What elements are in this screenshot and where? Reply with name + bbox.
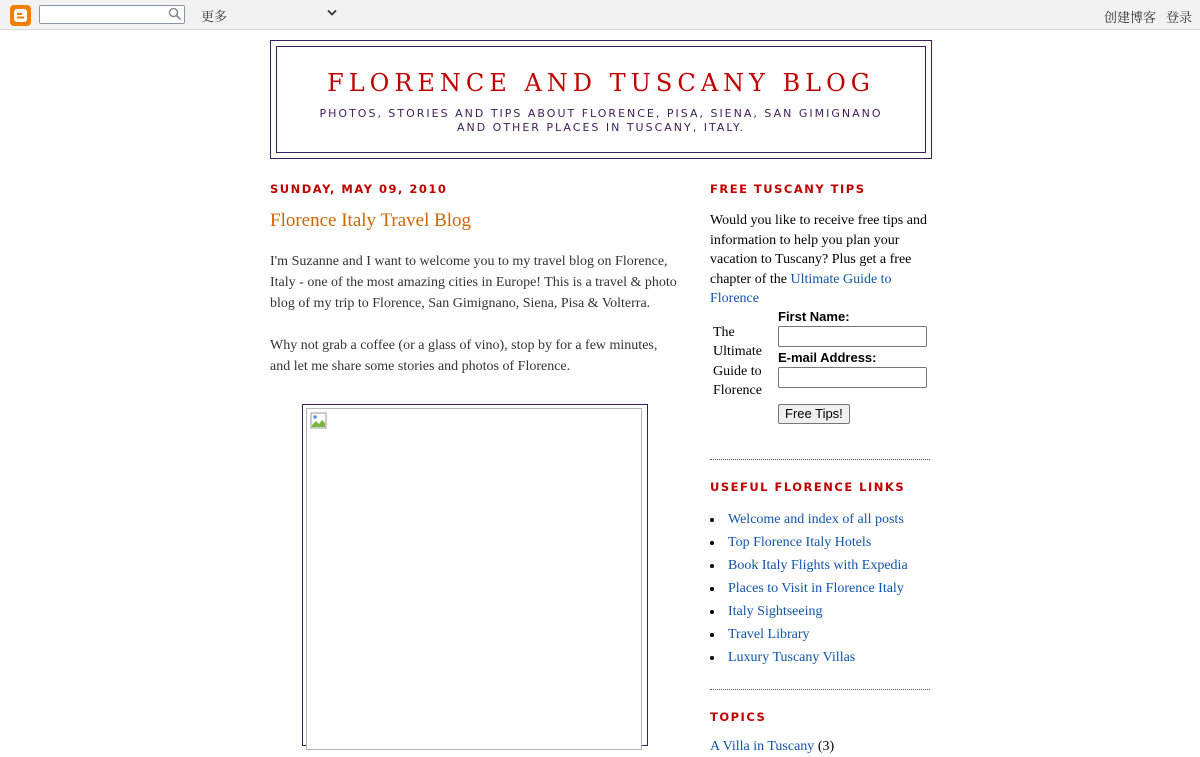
bullet-icon [710,564,714,568]
bullet-icon [710,518,714,522]
login-link[interactable]: 登录 [1166,10,1193,25]
first-name-label: First Name: [778,308,850,324]
tips-body: Would you like to receive free tips and information to help you plan your vacation to Tuscany? Plus get a free chapter of the [710,213,927,287]
create-blog-link[interactable]: 创建博客 [1104,10,1157,25]
bullet-icon [710,541,714,545]
list-item [710,646,932,669]
bullet-icon [710,587,714,591]
blogger-logo-icon[interactable] [10,5,31,26]
first-name-field[interactable] [778,326,927,347]
search-icon[interactable] [168,7,182,21]
blogger-navbar [0,0,1200,30]
email-label: E-mail Address: [778,349,877,365]
signup-form [710,309,932,437]
post-title[interactable]: Florence Italy Travel Blog [270,210,472,231]
blog-header [270,40,932,159]
main-column [270,180,680,377]
link-sightseeing[interactable]: Italy Sightseeing [728,603,823,619]
list-item [710,531,932,554]
post-image-frame [302,404,648,746]
list-item [710,577,932,600]
ultimate-guide-link[interactable]: Ultimate Guide to Florence [710,271,892,306]
more-menu-link[interactable]: 更多 [201,9,228,24]
topics-heading: TOPICS [710,709,767,724]
search-input[interactable] [42,7,162,21]
blog-title[interactable]: FLORENCE AND TUSCANY BLOG [327,69,875,97]
list-item [710,554,932,577]
list-item [710,600,932,623]
link-places-to-visit[interactable]: Places to Visit in Florence Italy [728,580,904,596]
topic-count: (3) [817,738,835,754]
tips-heading: FREE TUSCANY TIPS [710,182,866,196]
useful-links-list [710,508,932,669]
link-welcome-index[interactable]: Welcome and index of all posts [728,511,904,527]
list-item [710,508,932,531]
post-paragraph: Why not grab a coffee (or a glass of vino), stop by for a few minutes, and let me share some stories and photos of Florence. [270,338,658,374]
blog-search-box[interactable] [39,5,185,24]
bullet-icon [710,656,714,660]
blog-description: PHOTOS, STORIES AND TIPS ABOUT FLORENCE, PISA, SIENA, SAN GIMIGNANO AND OTHER PLACES IN TUSCANY, ITALY. [319,107,883,134]
links-heading: USEFUL FLORENCE LINKS [710,479,906,494]
link-luxury-villas[interactable]: Luxury Tuscany Villas [728,649,856,665]
free-tips-button[interactable]: Free Tips! [778,404,850,424]
link-travel-library[interactable]: Travel Library [728,626,810,642]
email-field[interactable] [778,367,927,388]
link-book-flights[interactable]: Book Italy Flights with Expedia [728,557,908,573]
blog-header-inner [276,46,926,153]
link-top-hotels[interactable]: Top Florence Italy Hotels [728,534,872,550]
list-item [710,623,932,646]
bullet-icon [710,610,714,614]
guide-image-alt[interactable]: The Ultimate Guide to Florence [713,324,762,398]
post-paragraph: I'm Suzanne and I want to welcome you to my travel blog on Florence, Italy - one of the most amazing cities in Europe! This is a travel & photo blog of my trip to Florence, San Gimignano, Siena, Pisa & Volterra. [270,254,677,311]
sidebar-divider [710,689,930,690]
tips-text [710,211,932,309]
post-image[interactable] [306,408,642,750]
post-date: SUNDAY, MAY 09, 2010 [270,182,448,196]
broken-image-icon [310,412,328,430]
post-body [270,251,680,377]
bullet-icon [710,633,714,637]
topic-link[interactable]: A Villa in Tuscany [710,738,815,754]
sidebar-divider [710,459,930,460]
sidebar [710,180,932,757]
chevron-down-icon[interactable] [327,9,337,17]
